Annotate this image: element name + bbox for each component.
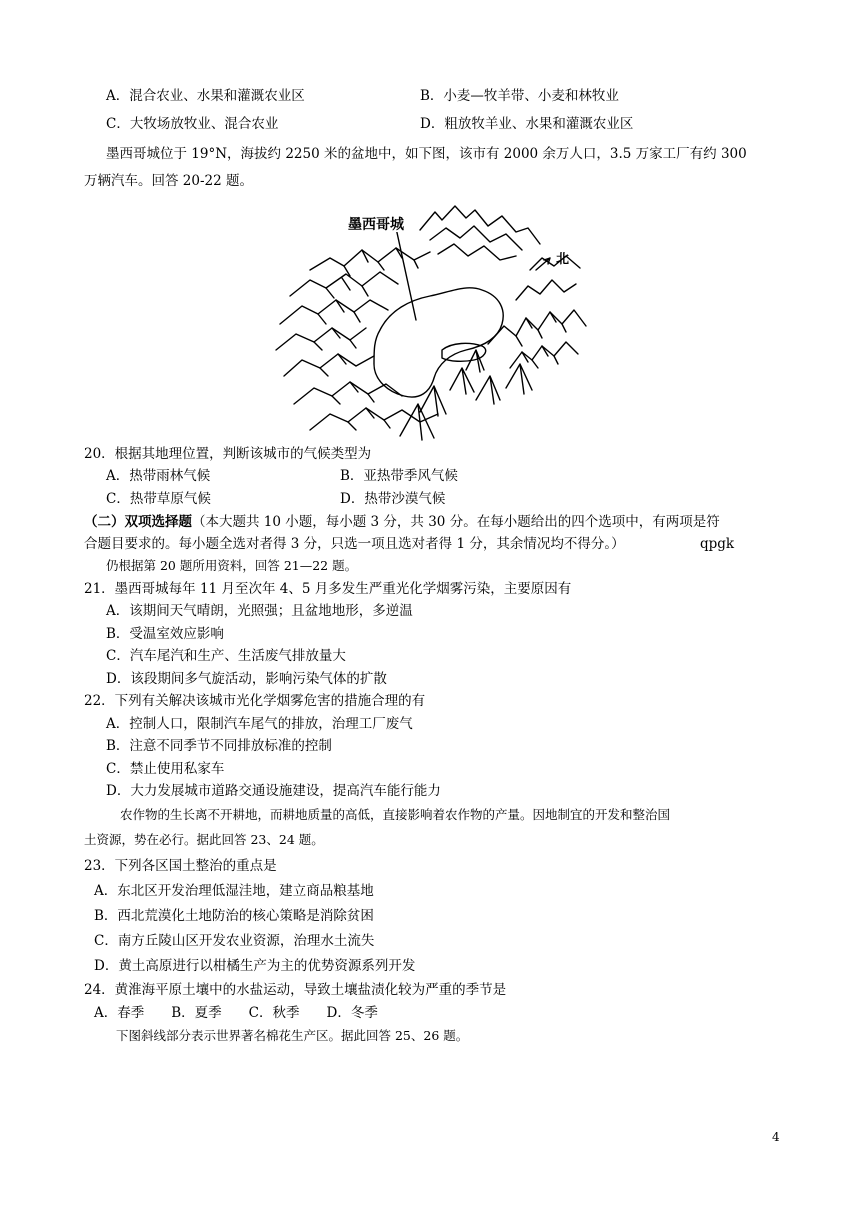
section2-tag: qpgk [700,536,735,552]
q19-option-a: A．混合农业、水果和灌溉农业区 [106,88,305,104]
q20-option-d: D．热带沙漠气候 [340,491,446,507]
section2-title: （二）双项选择题 [84,514,192,530]
section2-desc: （本大题共 10 小题，每小题 3 分，共 30 分。在每小题给出的四个选项中，有两项是符 [192,514,720,530]
q20-stem: 20．根据其地理位置，判断该城市的气候类型为 [84,446,372,462]
q23-option-c: C．南方丘陵山区开发农业资源，治理水土流失 [94,933,375,949]
intro-land-line1: 农作物的生长离不开耕地，而耕地质量的高低，直接影响着农作物的产量。因地制宜的开发和整治国 [120,807,671,822]
intro-cotton: 下图斜线部分表示世界著名棉花生产区。据此回答 25、26 题。 [116,1028,469,1043]
q19-option-c: C．大牧场放牧业、混合农业 [106,116,279,132]
intro-land-line2: 土资源，势在必行。据此回答 23、24 题。 [84,832,324,847]
section2-line2: 合题目要求的。每小题全选对者得 3 分，只选一项且选对者得 1 分，其余情况均不得分。） [84,536,625,552]
page-number: 4 [772,1130,780,1144]
figure-north-label: 北 [556,252,570,267]
q22-option-d: D．大力发展城市道路交通设施建设，提高汽车能行能力 [106,783,441,799]
q22-option-b: B．注意不同季节不同排放标准的控制 [106,738,332,754]
q20-option-c: C．热带草原气候 [106,491,211,507]
q23-option-a: A．东北区开发治理低湿洼地，建立商品粮基地 [94,883,374,899]
q20-option-a: A．热带雨林气候 [106,468,211,484]
q19-option-b: B．小麦—牧羊带、小麦和林牧业 [420,88,619,104]
section2-heading [84,512,720,532]
q23-option-b: B．西北荒漠化土地防治的核心策略是消除贫困 [94,908,374,924]
q21-option-b: B．受温室效应影响 [106,626,224,642]
q23-stem: 23．下列各区国土整治的重点是 [84,858,277,874]
q24-stem: 24．黄淮海平原土壤中的水盐运动，导致土壤盐渍化较为严重的季节是 [84,982,507,998]
q21-option-a: A．该期间天气晴朗，光照强；且盆地地形，多逆温 [106,603,413,619]
q23-option-d: D．黄土高原进行以柑橘生产为主的优势资源系列开发 [94,958,416,974]
q21-option-c: C．汽车尾汽和生产、生活废气排放量大 [106,648,346,664]
q21-option-d: D．该段期间多气旋活动，影响污染气体的扩散 [106,671,387,687]
figure-city-label: 墨西哥城 [348,217,404,233]
q21-stem: 21．墨西哥城每年 11 月至次年 4、5 月多发生严重光化学烟雾污染，主要原因有 [84,581,572,597]
q22-option-c: C．禁止使用私家车 [106,761,225,777]
intro-mexico-line1: 墨西哥城位于 19°N，海拔约 2250 米的盆地中，如下图，该市有 2000 余万人口，3.5 万家工厂有约 300 [106,146,747,162]
q20-option-b: B．亚热带季风气候 [340,468,458,484]
q22-option-a: A．控制人口，限制汽车尾气的排放，治理工厂废气 [106,716,413,732]
q22-stem: 22．下列有关解决该城市光化学烟雾危害的措施合理的有 [84,693,426,709]
q24-options: A．春季 B．夏季 C．秋季 D．冬季 [94,1005,378,1021]
mexico-basin-figure [270,200,600,442]
q19-option-d: D．粗放牧羊业、水果和灌溉农业区 [420,116,634,132]
section2-line3: 仍根据第 20 题所用资料，回答 21—22 题。 [106,558,358,573]
intro-mexico-line2: 万辆汽车。回答 20-22 题。 [84,173,254,189]
